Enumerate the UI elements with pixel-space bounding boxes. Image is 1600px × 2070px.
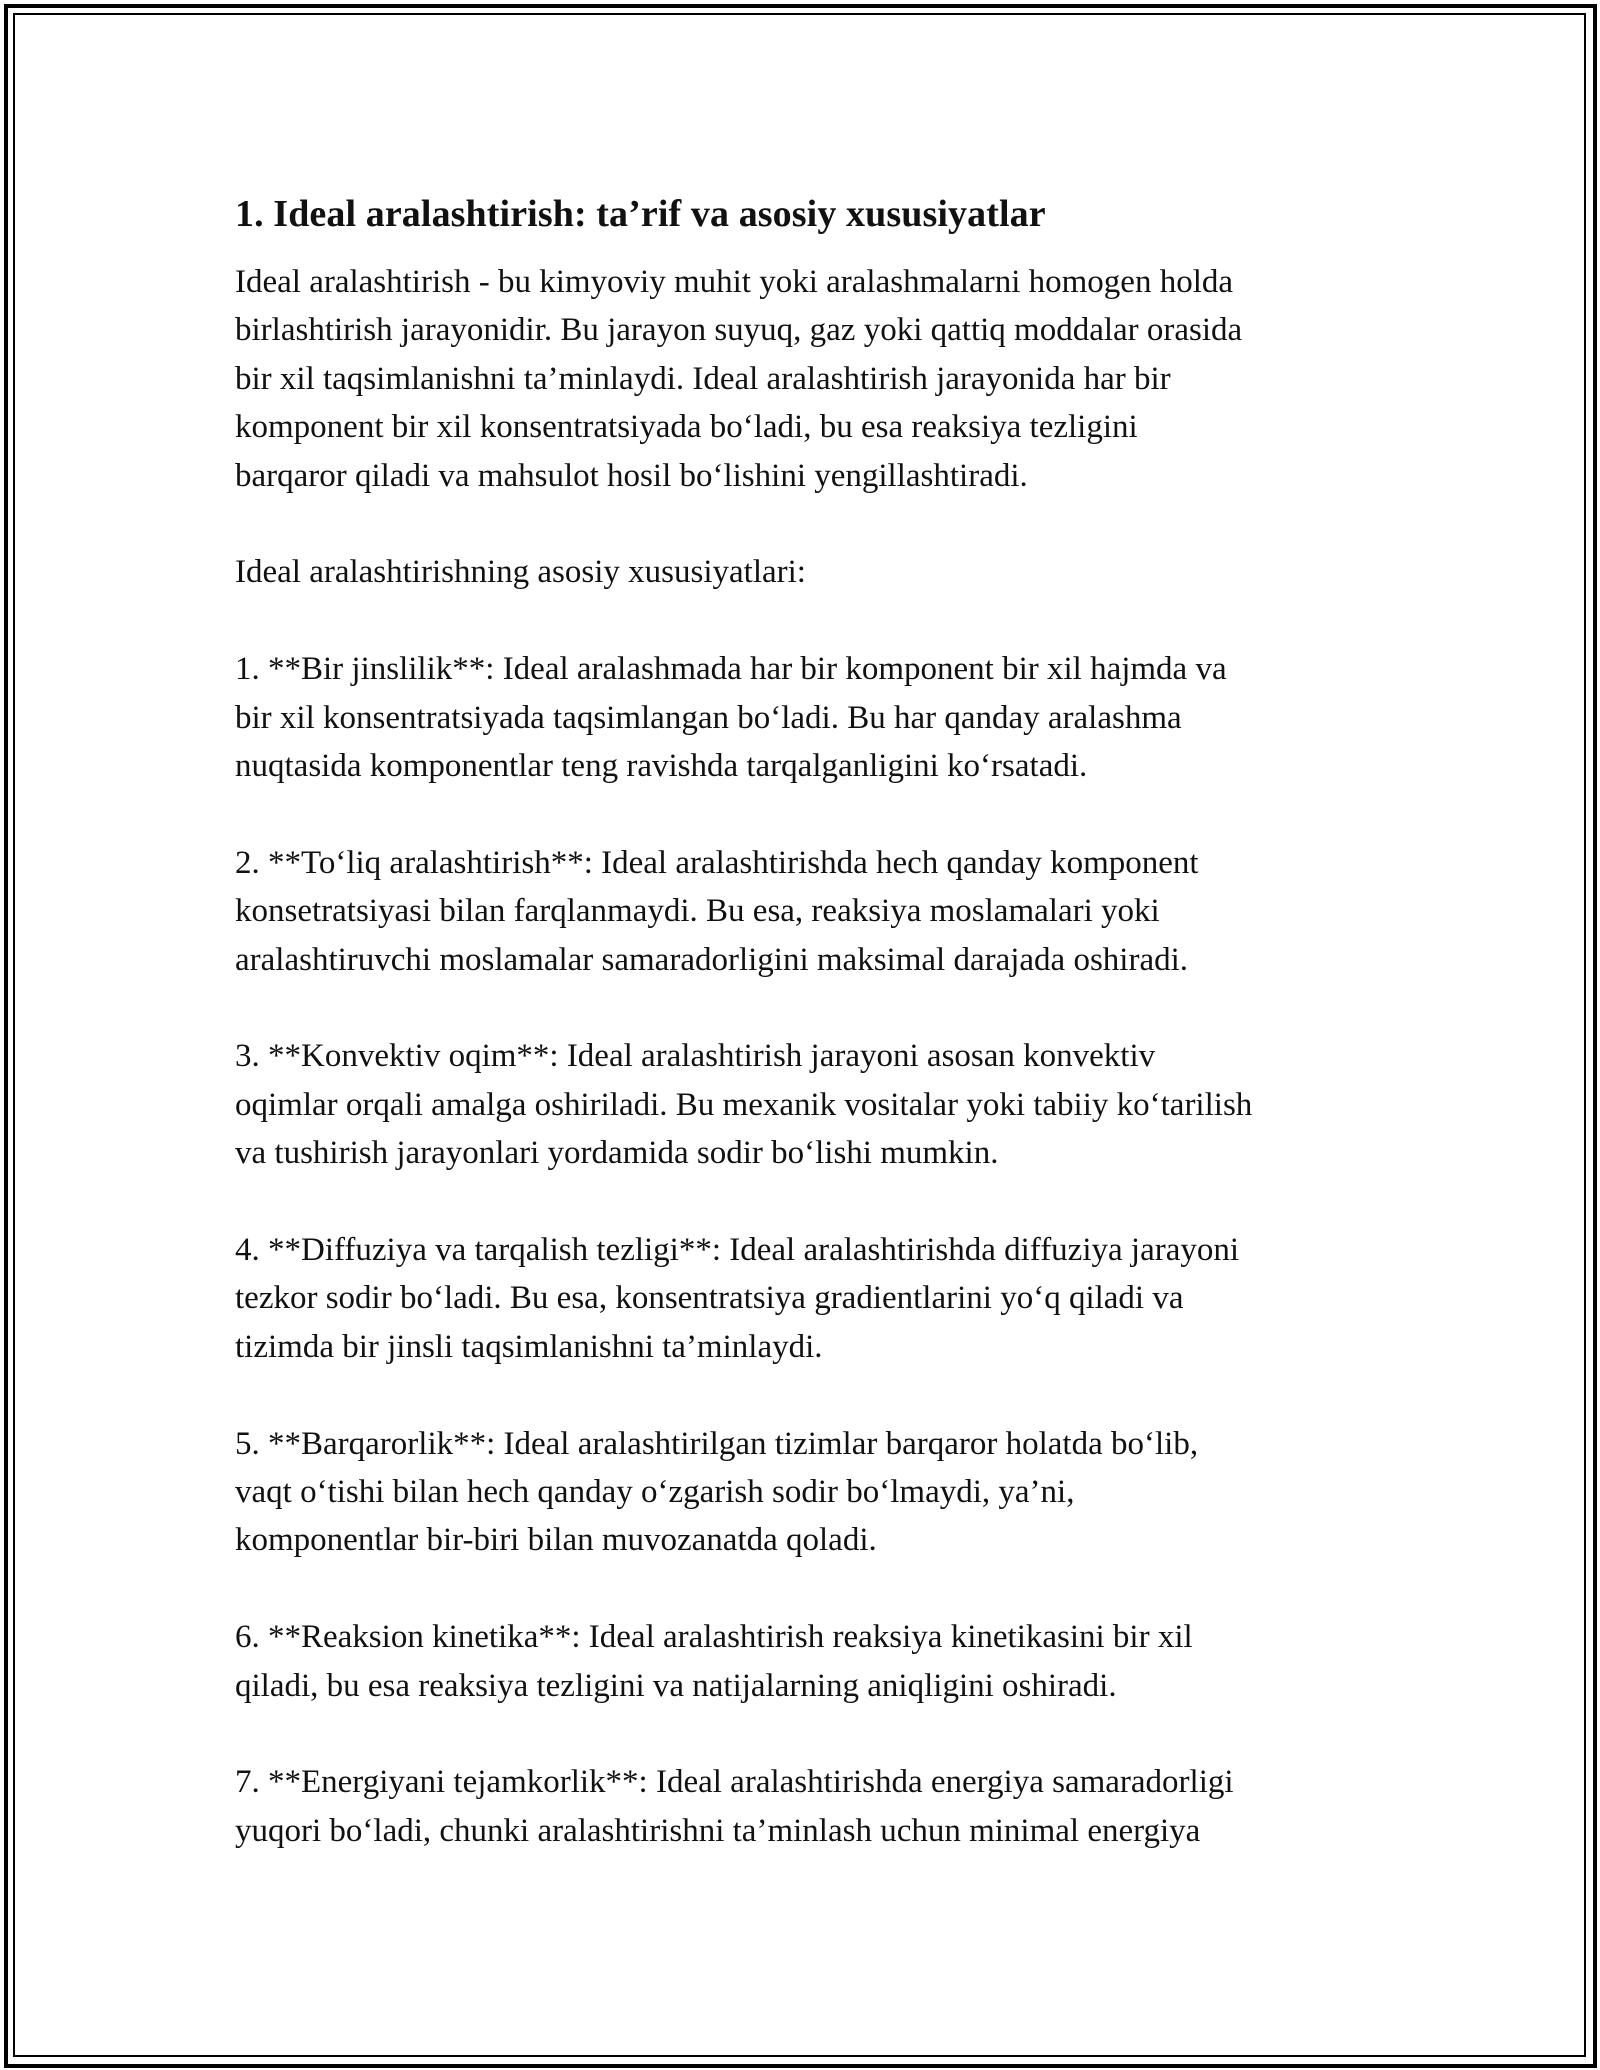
list-item-5 — [235, 1420, 1385, 1565]
text-line: va tushirish jarayonlari yordamida sodir bo‘lishi mumkin. — [235, 1135, 999, 1172]
list-item-3 — [235, 1032, 1385, 1177]
list-item-2 — [235, 839, 1385, 984]
text-line: barqaror qiladi va mahsulot hosil bo‘lishini yengillashtiradi. — [235, 457, 1028, 494]
text-line: bir xil taqsimlanishni ta’minlaydi. Ideal aralashtirish jarayonida har bir — [235, 360, 1171, 397]
text-line: yuqori bo‘ladi, chunki aralashtirishni ta’minlash uchun minimal energiya — [235, 1812, 1201, 1849]
text-line: vaqt o‘tishi bilan hech qanday o‘zgarish sodir bo‘lmaydi, ya’ni, — [235, 1474, 1075, 1511]
text-line: 6. **Reaksion kinetika**: Ideal aralashtirish reaksiya kinetikasini bir xil — [235, 1619, 1193, 1656]
text-line: qiladi, bu esa reaksiya tezligini va natijalarning aniqligini oshiradi. — [235, 1667, 1117, 1704]
text-line: 2. **To‘liq aralashtirish**: Ideal aralashtirishda hech qanday komponent — [235, 844, 1199, 881]
list-item-4 — [235, 1226, 1385, 1371]
section-heading: 1. Ideal aralashtirish: ta’rif va asosiy xususiyatlar — [235, 193, 1046, 235]
text-line: komponent bir xil konsentratsiyada bo‘ladi, bu esa reaksiya tezligini — [235, 409, 1138, 446]
list-item-1 — [235, 645, 1385, 790]
text-line: tezkor sodir bo‘ladi. Bu esa, konsentratsiya gradientlarini yo‘q qiladi va — [235, 1280, 1184, 1317]
text-line: nuqtasida komponentlar teng ravishda tarqalganligini ko‘rsatadi. — [235, 748, 1088, 785]
text-line: 5. **Barqarorlik**: Ideal aralashtirilgan tizimlar barqaror holatda bo‘lib, — [235, 1425, 1199, 1462]
text-line: konsetratsiyasi bilan farqlanmaydi. Bu esa, reaksiya moslamalari yoki — [235, 893, 1160, 930]
paragraph-intro — [235, 258, 1385, 500]
text-line: Ideal aralashtirishning asosiy xususiyatlari: — [235, 554, 806, 591]
document-body — [235, 188, 1385, 1904]
text-line: Ideal aralashtirish - bu kimyoviy muhit yoki aralashmalarni homogen holda — [235, 264, 1234, 300]
text-line: oqimlar orqali amalga oshiriladi. Bu mexanik vositalar yoki tabiiy ko‘tarilish — [235, 1086, 1253, 1123]
text-line: 1. **Bir jinslilik**: Ideal aralashmada har bir komponent bir xil hajmda va — [235, 651, 1227, 688]
list-item-6 — [235, 1613, 1385, 1710]
list-item-7 — [235, 1758, 1385, 1855]
text-line: aralashtiruvchi moslamalar samaradorligini maksimal darajada oshiradi. — [235, 941, 1189, 978]
text-line: 3. **Konvektiv oqim**: Ideal aralashtirish jarayoni asosan konvektiv — [235, 1038, 1156, 1075]
text-line: bir xil konsentratsiyada taqsimlangan bo‘ladi. Bu har qanday aralashma — [235, 699, 1182, 736]
text-line: 4. **Diffuziya va tarqalish tezligi**: Ideal aralashtirishda diffuziya jarayoni — [235, 1232, 1240, 1269]
text-line: tizimda bir jinsli taqsimlanishni ta’minlaydi. — [235, 1328, 823, 1365]
paragraph-features-intro — [235, 548, 1385, 596]
text-line: birlashtirish jarayonidir. Bu jarayon suyuq, gaz yoki qattiq moddalar orasida — [235, 312, 1243, 349]
text-line: 7. **Energiyani tejamkorlik**: Ideal aralashtirishda energiya samaradorligi — [235, 1764, 1234, 1801]
text-line: komponentlar bir-biri bilan muvozanatda qoladi. — [235, 1522, 877, 1559]
